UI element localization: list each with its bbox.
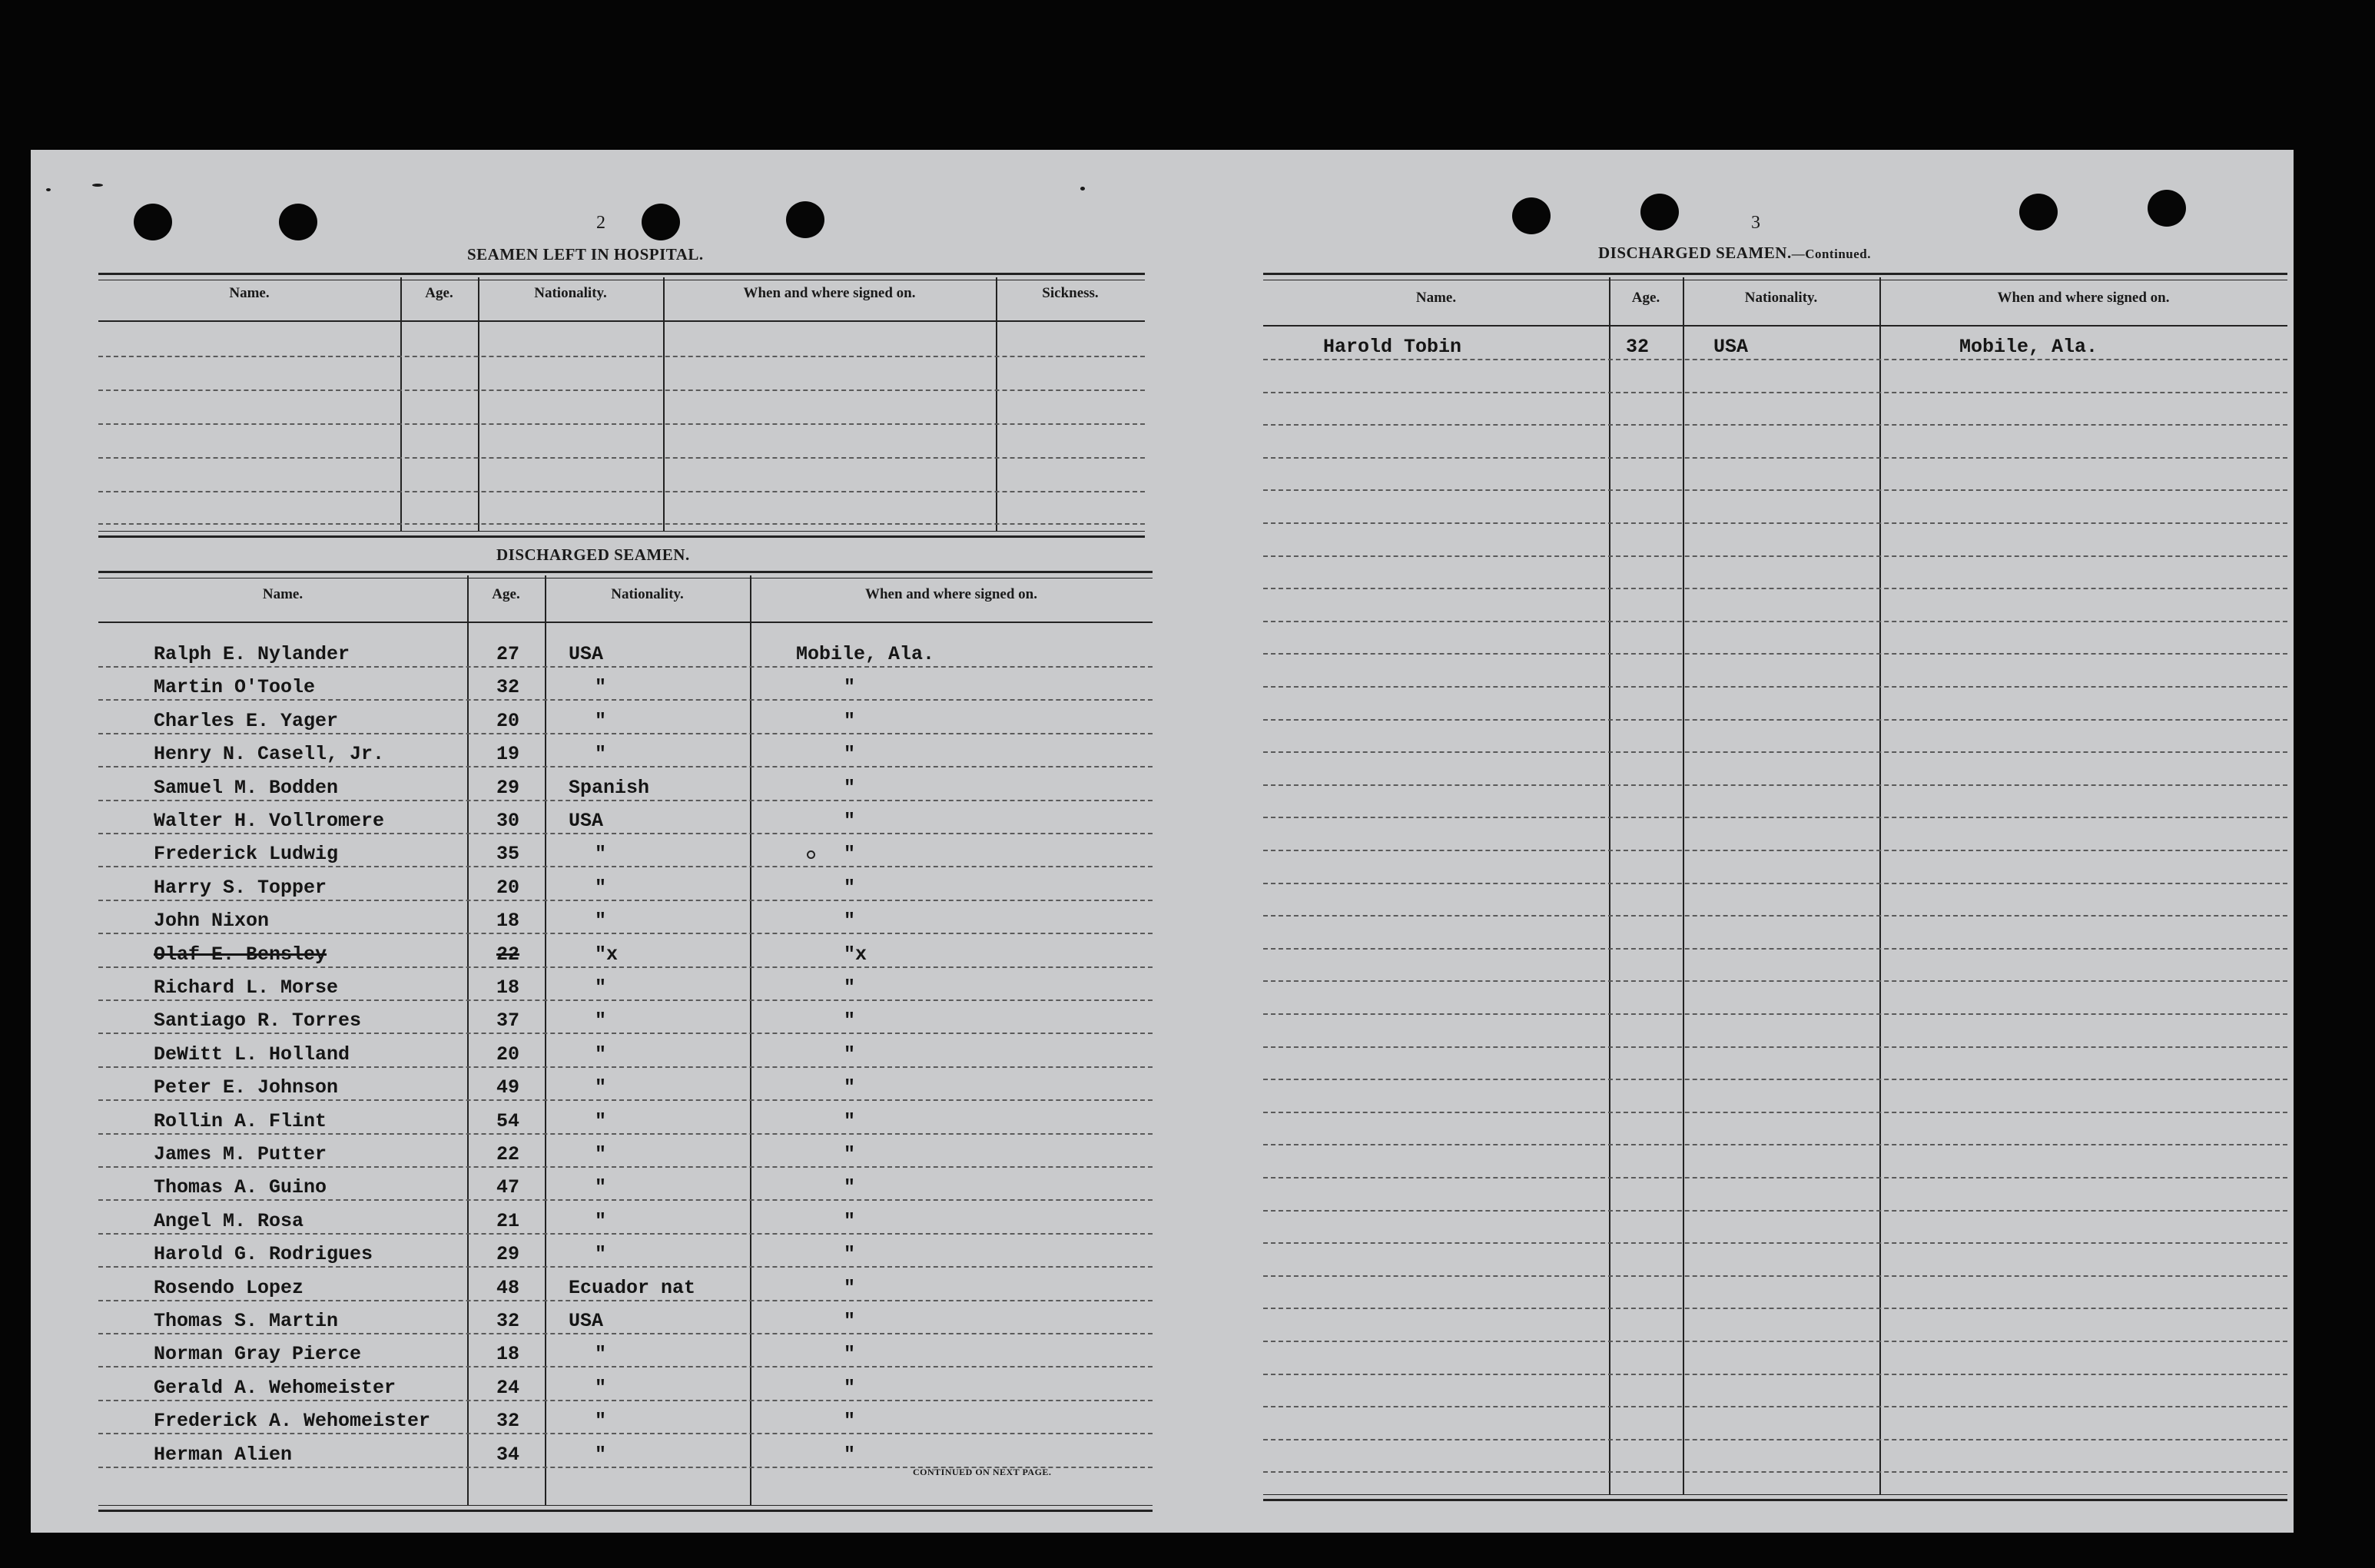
seaman-age: 20 bbox=[496, 1043, 520, 1066]
seaman-signed-on: " bbox=[844, 1209, 856, 1232]
seaman-age: 20 bbox=[496, 709, 520, 732]
title-main: DISCHARGED SEAMEN. bbox=[1598, 244, 1792, 262]
col-header-nationality: Nationality. bbox=[1744, 290, 1818, 306]
seaman-name: Angel M. Rosa bbox=[154, 1209, 304, 1232]
title-suffix: —Continued. bbox=[1791, 247, 1871, 261]
seaman-name: James M. Putter bbox=[154, 1143, 327, 1165]
seaman-signed-on: " bbox=[844, 910, 856, 933]
col-header-signed-on: When and where signed on. bbox=[1997, 290, 2170, 306]
discharged-continued-title bbox=[1598, 244, 1871, 263]
seaman-nationality: USA bbox=[1713, 336, 1749, 358]
seaman-signed-on: " bbox=[844, 876, 856, 899]
seaman-nationality: " bbox=[595, 676, 607, 699]
seaman-nationality: " bbox=[595, 1109, 607, 1132]
col-header-name: Name. bbox=[1415, 290, 1457, 306]
seaman-signed-on: " bbox=[844, 976, 856, 999]
binder-hole bbox=[1512, 197, 1551, 234]
seaman-name: Peter E. Johnson bbox=[154, 1076, 339, 1099]
continued-note: CONTINUED ON NEXT PAGE. bbox=[913, 1467, 1052, 1477]
seaman-age: 37 bbox=[496, 1009, 520, 1033]
seaman-signed-on: "x bbox=[844, 943, 867, 966]
seaman-name: Norman Gray Pierce bbox=[154, 1343, 362, 1366]
col-header-signed-on: When and where signed on. bbox=[743, 285, 916, 301]
seaman-nationality: " bbox=[595, 743, 607, 766]
seaman-name: Harry S. Topper bbox=[154, 876, 327, 899]
seaman-signed-on: " bbox=[844, 676, 856, 699]
seaman-signed-on: " bbox=[844, 776, 856, 799]
seaman-name: Frederick A. Wehomeister bbox=[154, 1410, 431, 1433]
seaman-age: 54 bbox=[496, 1109, 520, 1132]
seaman-name: Rollin A. Flint bbox=[154, 1109, 327, 1132]
seaman-nationality: " bbox=[595, 876, 607, 899]
seaman-nationality: " bbox=[595, 910, 607, 933]
seaman-nationality: " bbox=[595, 1443, 607, 1466]
page-number: 3 bbox=[1751, 213, 1760, 233]
page-number: 2 bbox=[596, 213, 605, 233]
seaman-signed-on: Mobile, Ala. bbox=[796, 643, 935, 665]
col-header-nationality: Nationality. bbox=[534, 285, 607, 301]
binder-hole bbox=[134, 204, 172, 240]
seaman-age: 49 bbox=[496, 1076, 520, 1099]
seaman-name: Frederick Ludwig bbox=[154, 843, 339, 866]
seaman-nationality: " bbox=[595, 1143, 607, 1165]
seaman-signed-on: " bbox=[844, 1043, 856, 1066]
seaman-nationality: " bbox=[595, 709, 607, 732]
seaman-name: Herman Alien bbox=[154, 1443, 293, 1466]
seaman-name: Ralph E. Nylander bbox=[154, 643, 350, 665]
seaman-age: 29 bbox=[496, 776, 520, 799]
binder-hole bbox=[2019, 194, 2058, 230]
seaman-nationality: " bbox=[595, 1243, 607, 1266]
seaman-name: Thomas A. Guino bbox=[154, 1176, 327, 1199]
seaman-nationality: " bbox=[595, 976, 607, 999]
seaman-name: Santiago R. Torres bbox=[154, 1009, 362, 1033]
seaman-signed-on: " bbox=[844, 709, 856, 732]
seaman-age: 21 bbox=[496, 1209, 520, 1232]
seaman-age: 35 bbox=[496, 843, 520, 866]
seaman-age: 18 bbox=[496, 910, 520, 933]
seaman-signed-on: " bbox=[844, 743, 856, 766]
seaman-age: 27 bbox=[496, 643, 520, 665]
seaman-signed-on: " bbox=[844, 843, 856, 866]
seaman-nationality: " bbox=[595, 843, 607, 866]
seaman-age: 32 bbox=[1626, 336, 1650, 358]
seaman-nationality: " bbox=[595, 1343, 607, 1366]
seaman-signed-on: " bbox=[844, 1243, 856, 1266]
hospital-table bbox=[98, 273, 1145, 536]
seaman-nationality: USA bbox=[569, 643, 604, 665]
seaman-age: 18 bbox=[496, 976, 520, 999]
col-header-age: Age. bbox=[425, 285, 453, 301]
seaman-name: Gerald A. Wehomeister bbox=[154, 1376, 396, 1399]
col-header-name: Name. bbox=[262, 586, 304, 602]
discharged-table bbox=[98, 571, 1153, 1510]
seaman-signed-on: Mobile, Ala. bbox=[1959, 336, 2098, 358]
seaman-age: 32 bbox=[496, 1310, 520, 1332]
seaman-age: 22 bbox=[496, 943, 520, 966]
seaman-nationality: USA bbox=[569, 810, 604, 832]
seaman-name: Richard L. Morse bbox=[154, 976, 339, 999]
seaman-signed-on: " bbox=[844, 1009, 856, 1033]
col-header-sickness: Sickness. bbox=[1042, 285, 1099, 301]
seaman-nationality: " bbox=[595, 1376, 607, 1399]
discharged-continued-table bbox=[1263, 273, 2287, 1500]
seaman-nationality: USA bbox=[569, 1310, 604, 1332]
seaman-nationality: " bbox=[595, 1209, 607, 1232]
seaman-name: Martin O'Toole bbox=[154, 676, 316, 699]
binder-hole bbox=[2148, 190, 2186, 227]
seaman-name: Charles E. Yager bbox=[154, 709, 339, 732]
seaman-age: 30 bbox=[496, 810, 520, 832]
col-header-age: Age. bbox=[1631, 290, 1660, 306]
seaman-name: Walter H. Vollromere bbox=[154, 810, 385, 832]
seaman-nationality: " bbox=[595, 1410, 607, 1433]
seaman-age: 20 bbox=[496, 876, 520, 899]
seaman-signed-on: " bbox=[844, 1410, 856, 1433]
seaman-age: 29 bbox=[496, 1243, 520, 1266]
col-header-age: Age. bbox=[492, 586, 520, 602]
seaman-nationality: Ecuador nat bbox=[569, 1276, 696, 1299]
seaman-name: Thomas S. Martin bbox=[154, 1310, 339, 1332]
seaman-nationality: " bbox=[595, 1076, 607, 1099]
col-header-signed-on: When and where signed on. bbox=[864, 586, 1037, 602]
seaman-name: Samuel M. Bodden bbox=[154, 776, 339, 799]
seaman-name: Harold Tobin bbox=[1323, 336, 1462, 358]
seaman-name: Rosendo Lopez bbox=[154, 1276, 304, 1299]
binder-hole bbox=[786, 201, 824, 238]
seaman-nationality: " bbox=[595, 1009, 607, 1033]
seaman-age: 19 bbox=[496, 743, 520, 766]
seaman-nationality: " bbox=[595, 1043, 607, 1066]
seaman-signed-on: " bbox=[844, 1376, 856, 1399]
seaman-age: 47 bbox=[496, 1176, 520, 1199]
col-header-nationality: Nationality. bbox=[611, 586, 684, 602]
seaman-signed-on: " bbox=[844, 1143, 856, 1165]
seaman-name: Harold G. Rodrigues bbox=[154, 1243, 373, 1266]
seaman-age: 32 bbox=[496, 676, 520, 699]
seaman-signed-on: " bbox=[844, 1176, 856, 1199]
seaman-age: 24 bbox=[496, 1376, 520, 1399]
left-page bbox=[31, 150, 1262, 1533]
seaman-age: 48 bbox=[496, 1276, 520, 1299]
seaman-signed-on: " bbox=[844, 1343, 856, 1366]
seaman-signed-on: " bbox=[844, 1276, 856, 1299]
seaman-age: 34 bbox=[496, 1443, 520, 1466]
binder-hole bbox=[1640, 194, 1679, 230]
col-header-name: Name. bbox=[229, 285, 270, 301]
seaman-name: Henry N. Casell, Jr. bbox=[154, 743, 385, 766]
binder-hole bbox=[642, 204, 680, 240]
seaman-name: Olaf E. Bensley bbox=[154, 943, 327, 966]
seaman-name: John Nixon bbox=[154, 910, 270, 933]
seaman-nationality: "x bbox=[595, 943, 619, 966]
seaman-signed-on: " bbox=[844, 1443, 856, 1466]
seaman-name: DeWitt L. Holland bbox=[154, 1043, 350, 1066]
binder-hole bbox=[279, 204, 317, 240]
seaman-age: 32 bbox=[496, 1410, 520, 1433]
hospital-section-title: SEAMEN LEFT IN HOSPITAL. bbox=[467, 245, 704, 264]
seaman-signed-on: " bbox=[844, 1076, 856, 1099]
right-page bbox=[1262, 150, 2294, 1533]
seaman-signed-on: " bbox=[844, 1310, 856, 1332]
discharged-section-title: DISCHARGED SEAMEN. bbox=[496, 545, 690, 564]
seaman-nationality: Spanish bbox=[569, 776, 650, 799]
seaman-signed-on: " bbox=[844, 1109, 856, 1132]
seaman-age: 18 bbox=[496, 1343, 520, 1366]
seaman-signed-on: " bbox=[844, 810, 856, 832]
seaman-nationality: " bbox=[595, 1176, 607, 1199]
seaman-age: 22 bbox=[496, 1143, 520, 1165]
